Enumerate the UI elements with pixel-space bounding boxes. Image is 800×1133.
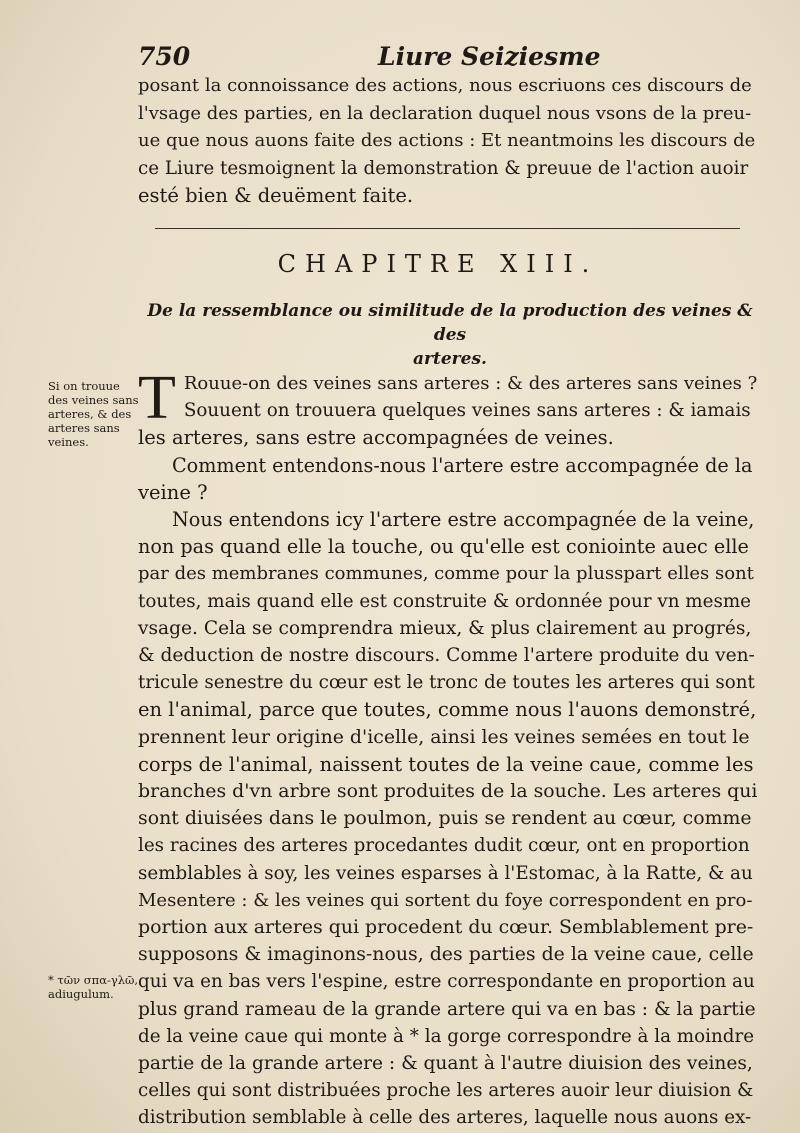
text-line: ue que nous auons faite des actions : Et neantmoins les discours de [138, 130, 756, 151]
text-line: Comment entendons-nous l'artere estre accompagnée de la [172, 453, 753, 477]
drop-cap: T [138, 364, 176, 432]
text-line: Rouue-on des veines sans arteres : & des arteres sans veines ? [183, 373, 758, 394]
text-line: prennent leur origine d'icelle, ainsi les veines semées en tout le [138, 725, 750, 748]
section-divider [155, 228, 740, 229]
text-line: semblables à soy, les veines esparses à l'Estomac, à la Ratte, & au [138, 862, 753, 884]
text-line: Souuent on trouuera quelques veines sans arteres : & iamais [183, 400, 751, 422]
text-line: par des membranes communes, comme pour la plusspart elles sont [138, 563, 754, 585]
text-line: les arteres, sans estre accompagnées de veines. [138, 426, 614, 450]
text-line: partie de la grande artere : & quant à l'autre diuision des veines, [138, 1053, 753, 1075]
chapter-title: CHAPITRE XIII. [277, 250, 599, 278]
text-line: branches d'vn arbre sont produites de la souche. Les arteres qui [138, 780, 758, 803]
text-line: tricule senestre du cœur est le tronc de toutes les arteres qui sont [138, 672, 755, 694]
text-line: plus grand rameau de la grande artere qui va en bas : & la partie [138, 998, 756, 1020]
text-line: non pas quand elle la touche, ou qu'elle est coniointe auec elle [138, 535, 749, 559]
text-line: supposons & imaginons-nous, des parties de la veine caue, celle [138, 943, 754, 966]
subtitle-line: arteres. [413, 349, 487, 369]
text-line: esté bien & deuëment faite. [138, 184, 414, 207]
text-line: celles qui sont distribuées proche les arteres auoir leur diuision & [138, 1080, 754, 1102]
text-line: toutes, mais quand elle est construite & ordonnée pour vn mesme [138, 590, 751, 612]
margin-note: * τῶν σπα-γλῶ, adiugulum. [48, 973, 139, 1001]
chapter-subtitle [140, 299, 760, 371]
text-line: l'vsage des parties, en la declaration duquel nous vsons de la preu- [138, 102, 752, 124]
text-line: distribution semblable à celle des arteres, laquelle nous auons ex- [138, 1107, 752, 1129]
chapter-body [138, 364, 758, 1132]
text-line: vsage. Cela se comprendra mieux, & plus clairement au progrés, [138, 617, 752, 639]
text-line: veine ? [138, 480, 208, 504]
text-line: posant la connoissance des actions, nous escriuons ces discours de [138, 75, 752, 96]
text-line: qui va en bas vers l'espine, estre correspondante en proportion au [138, 971, 755, 993]
text-line: Nous entendons icy l'artere estre accompagnée de la veine, [172, 508, 755, 532]
text-line: de la veine caue qui monte à * la gorge correspondre à la moindre [138, 1025, 755, 1047]
text-line: & deduction de nostre discours. Comme l'artere produite du ven- [138, 645, 755, 667]
running-head: Liure Seiziesme [378, 42, 601, 71]
text-line: ce Liure tesmoignent la demonstration & preuue de l'action auoir [138, 157, 749, 179]
intro-paragraph [138, 72, 758, 210]
text-line: sont diuisées dans le poulmon, puis se rendent au cœur, comme [138, 807, 752, 830]
text-line: Mesentere : & les veines qui sortent du foye correspondent en pro- [138, 889, 753, 911]
text-line: en l'animal, parce que toutes, comme nous l'auons demonstré, [138, 698, 757, 722]
page-header [138, 42, 758, 72]
text-line: les racines des arteres procedantes dudit cœur, ont en proportion [138, 835, 750, 857]
margin-note: Si on trouue des veines sans arteres, & des arteres sans veines. [48, 379, 139, 449]
text-line: portion aux arteres qui procedent du cœur. Semblablement pre- [138, 916, 754, 939]
text-line: corps de l'animal, naissent toutes de la veine caue, comme les [138, 752, 754, 776]
page-number: 750 [138, 42, 191, 71]
subtitle-line: De la ressemblance ou similitude de la production des veines & des [147, 301, 753, 345]
